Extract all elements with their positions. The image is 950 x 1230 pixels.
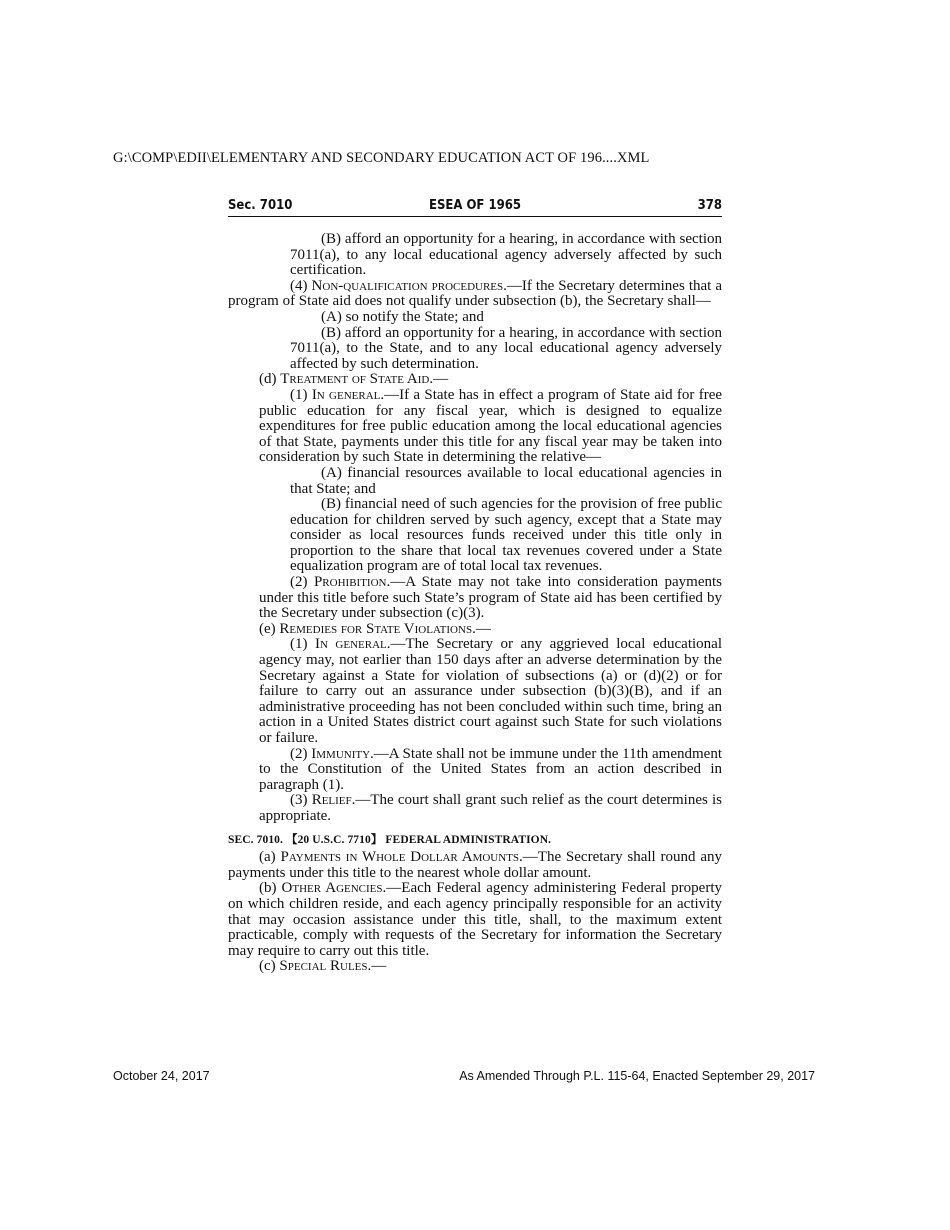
- paragraph-heading: Remedies for State Violations.: [279, 620, 476, 637]
- paragraph-text: —The Secretary shall round any payments under this title to the nearest whole dollar amount.: [228, 849, 723, 881]
- file-path: G:\COMP\EDII\ELEMENTARY AND SECONDARY EDUCATION ACT OF 196....XML: [113, 150, 650, 166]
- paragraph-e3: [228, 793, 722, 824]
- paragraph-number: (e): [259, 620, 276, 637]
- paragraph-heading: Other Agencies.: [281, 880, 387, 897]
- paragraph-text: —A State may not take into consideration payments under this title before such State’s program of State aid has been certified by the Secretary under subsection (c)(3).: [259, 574, 723, 622]
- footer-date: October 24, 2017: [113, 1069, 210, 1083]
- paragraph-heading: Treatment of State Aid.: [280, 371, 434, 388]
- paragraph-heading: In general.: [315, 636, 391, 653]
- paragraph-7010a: [228, 850, 722, 881]
- paragraph-number: (2): [290, 745, 308, 762]
- paragraph-text: —If a State has in effect a program of State aid for free public education for any fiscal year, which is designed to equalize expenditures for free public education among the local educational agencies of that State, payments under this title for any fiscal year may be taken into consideration by such State in determining the relative—: [259, 386, 723, 466]
- paragraph-d1A: (A) financial resources available to local educational agencies in that State; and: [290, 464, 722, 497]
- paragraph-d: [228, 372, 722, 388]
- paragraph-text: —Each Federal agency administering Federal property on which children reside, and each agency principally responsible for an activity that may occasion assistance under this title, shall, to the maximum extent practicable, comply with requests of the Secretary for information the Secretary may require to carry out this title.: [228, 880, 723, 959]
- paragraph-d1B: (B) financial need of such agencies for the provision of free public education for children served by such agency, except that a State may consider as local resources funds received under this title only in proportion to the share that local tax revenues covered under a State equalization program are of total local tax revenues.: [290, 496, 722, 575]
- paragraph-number: (b): [259, 880, 277, 897]
- document-body: [228, 232, 722, 975]
- paragraph-text: —The Secretary or any aggrieved local educational agency may, not earlier than 150 days after an adverse determination by the Secretary against a State for violation of subsections (a) or (d)(2) or for failure to carry out an assurance under subsection (b)(3)(B), and if an administrative proceeding has not been concluded within such time, bring an action in a United States district court against such State for such violations or failure.: [259, 636, 723, 746]
- paragraph-number: (1): [290, 386, 308, 403]
- paragraph-number: (4): [290, 277, 308, 294]
- paragraph-heading: In general.: [311, 386, 385, 403]
- running-head-title: ESEA OF 1965: [428, 198, 522, 213]
- paragraph-dash: —: [433, 371, 449, 388]
- paragraph-c4A: (A) so notify the State; and: [321, 308, 484, 325]
- page-number: 378: [697, 198, 722, 213]
- paragraph-heading: Non-qualification procedures.: [311, 277, 507, 294]
- footer-amendment-note: As Amended Through P.L. 115-64, Enacted September 29, 2017: [459, 1069, 815, 1083]
- paragraph-heading: Immunity.: [311, 745, 374, 762]
- paragraph-7010b: [228, 881, 722, 959]
- paragraph-dash: —: [475, 620, 491, 637]
- section-heading: SEC. 7010. 【20 U.S.C. 7710】 FEDERAL ADMINISTRATION.: [228, 833, 552, 846]
- paragraph-e: [228, 622, 722, 638]
- paragraph-heading: Relief.: [311, 792, 356, 809]
- paragraph-d2: [228, 575, 722, 622]
- running-head: [228, 196, 722, 217]
- paragraph-c4B: (B) afford an opportunity for a hearing, in accordance with section 7011(a), to the State, and to any local educational agency adversely affected by such determination.: [290, 324, 722, 372]
- paragraph-7010c: [228, 959, 722, 975]
- paragraph-heading: Special Rules.: [279, 958, 372, 975]
- paragraph-number: (1): [290, 636, 308, 653]
- running-head-section: Sec. 7010: [228, 198, 293, 213]
- paragraph-number: (a): [259, 849, 276, 866]
- paragraph-text: —The court shall grant such relief as the court determines is appropriate.: [259, 792, 723, 824]
- paragraph-heading: Prohibition.: [313, 574, 391, 591]
- paragraph-number: (d): [259, 371, 277, 388]
- paragraph-number: (3): [290, 792, 308, 809]
- paragraph-e1: [228, 637, 722, 746]
- paragraph-d1: [228, 388, 722, 466]
- paragraph-c3B: (B) afford an opportunity for a hearing, in accordance with section 7011(a), to any local educational agency adversely affected by such certification.: [290, 231, 722, 279]
- paragraph-dash: —: [371, 958, 387, 975]
- paragraph-text: —A State shall not be immune under the 11th amendment to the Constitution of the United States from an action described in paragraph (1).: [259, 745, 722, 793]
- paragraph-c4: [228, 279, 722, 310]
- paragraph-text: —If the Secretary determines that a program of State aid does not qualify under subsection (b), the Secretary shall—: [228, 277, 723, 310]
- paragraph-e2: [228, 747, 722, 794]
- paragraph-number: (2): [290, 574, 308, 591]
- paragraph-number: (c): [259, 958, 276, 975]
- paragraph-heading: Payments in Whole Dollar Amounts.: [280, 849, 523, 866]
